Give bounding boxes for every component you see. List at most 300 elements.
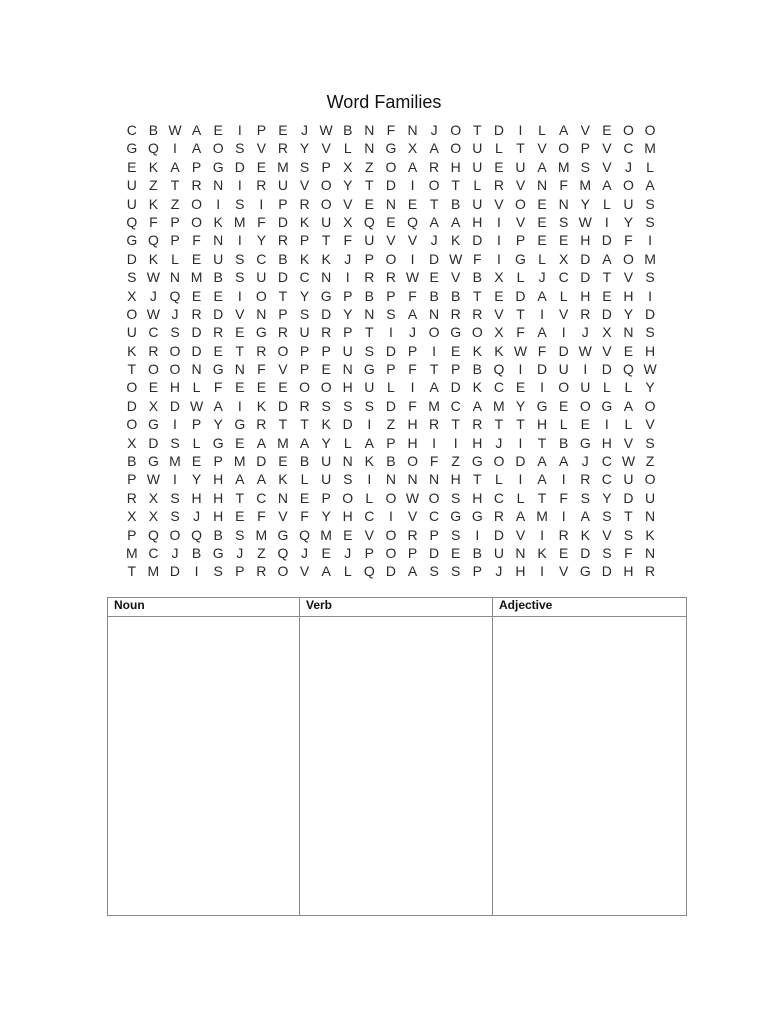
grid-letter[interactable]: Y [645,379,655,396]
grid-letter[interactable]: H [407,434,418,451]
grid-letter[interactable]: K [537,544,547,561]
grid-letter[interactable]: M [428,397,440,414]
grid-letter[interactable]: U [472,158,483,175]
grid-letter[interactable]: R [493,508,504,525]
grid-letter[interactable]: D [277,269,289,286]
grid-letter[interactable]: Z [170,195,180,212]
grid-letter[interactable]: K [451,232,461,249]
grid-letter[interactable]: J [409,324,417,341]
grid-letter[interactable]: D [126,397,137,414]
grid-letter[interactable]: T [473,122,482,138]
grid-letter[interactable]: C [450,397,461,414]
grid-letter[interactable]: H [601,434,612,451]
grid-letter[interactable]: N [429,305,440,322]
grid-letter[interactable]: M [536,508,548,525]
grid-letter[interactable]: T [537,434,547,451]
grid-letter[interactable]: P [321,489,331,506]
grid-letter[interactable]: D [342,416,353,433]
grid-letter[interactable]: T [473,471,482,488]
grid-letter[interactable]: N [342,453,353,470]
grid-letter[interactable]: W [405,489,420,506]
grid-letter[interactable]: F [624,232,633,249]
grid-letter[interactable]: Y [256,232,267,249]
grid-letter[interactable]: E [256,158,267,175]
grid-letter[interactable]: S [235,250,245,267]
grid-letter[interactable]: P [364,544,374,561]
grid-letter[interactable]: V [299,563,310,580]
grid-letter[interactable]: R [299,195,310,212]
grid-letter[interactable]: D [277,213,289,230]
grid-letter[interactable]: G [515,250,526,267]
grid-letter[interactable]: K [256,397,267,414]
grid-letter[interactable]: K [321,416,331,433]
grid-letter[interactable]: P [515,232,526,249]
grid-letter[interactable]: S [170,324,180,341]
grid-letter[interactable]: V [278,361,288,378]
grid-letter[interactable]: U [321,213,332,230]
grid-letter[interactable]: B [559,434,569,451]
grid-letter[interactable]: I [173,416,177,433]
grid-letter[interactable]: I [194,563,199,580]
grid-letter[interactable]: D [580,544,591,561]
grid-letter[interactable]: U [623,195,634,212]
grid-letter[interactable]: L [602,195,611,212]
grid-letter[interactable]: T [429,195,439,212]
grid-letter[interactable]: B [472,544,482,561]
grid-letter[interactable]: S [235,140,245,157]
grid-letter[interactable]: C [558,269,569,286]
grid-letter[interactable]: O [515,195,526,212]
grid-letter[interactable]: Y [299,140,310,157]
grid-letter[interactable]: Y [623,213,634,230]
grid-letter[interactable]: P [127,471,137,488]
grid-letter[interactable]: D [493,122,504,138]
grid-letter[interactable]: W [621,453,636,470]
grid-letter[interactable]: D [515,287,526,304]
grid-letter[interactable]: S [364,342,374,359]
grid-letter[interactable]: M [320,526,332,543]
grid-letter[interactable]: J [581,453,589,470]
grid-letter[interactable]: R [364,269,375,286]
grid-letter[interactable]: O [471,324,483,341]
grid-letter[interactable]: L [473,177,482,194]
grid-letter[interactable]: D [385,177,396,194]
grid-letter[interactable]: P [170,232,180,249]
grid-letter[interactable]: K [299,250,310,267]
grid-letter[interactable]: T [494,416,504,433]
grid-letter[interactable]: H [342,379,353,396]
grid-letter[interactable]: I [410,177,415,194]
grid-letter[interactable]: I [540,563,545,580]
grid-letter[interactable]: U [126,195,137,212]
grid-letter[interactable]: S [451,563,461,580]
grid-letter[interactable]: D [256,453,267,470]
grid-letter[interactable]: Q [363,213,375,230]
grid-letter[interactable]: A [429,379,439,396]
grid-letter[interactable]: D [213,305,224,322]
noun-answer-cell[interactable] [108,617,300,916]
grid-letter[interactable]: L [343,140,352,157]
grid-letter[interactable]: Q [147,232,159,249]
grid-letter[interactable]: K [472,342,482,359]
grid-letter[interactable]: G [363,361,375,378]
grid-letter[interactable]: S [645,195,655,212]
grid-letter[interactable]: K [645,526,655,543]
grid-letter[interactable]: E [321,361,331,378]
grid-letter[interactable]: I [518,471,523,488]
grid-letter[interactable]: E [213,122,223,138]
grid-letter[interactable]: Q [147,140,159,157]
grid-letter[interactable]: O [428,324,440,341]
grid-letter[interactable]: N [515,544,526,561]
grid-letter[interactable]: E [451,342,461,359]
grid-letter[interactable]: A [407,305,418,322]
grid-letter[interactable]: J [624,158,632,175]
grid-letter[interactable]: V [602,140,612,157]
grid-letter[interactable]: J [236,544,244,561]
grid-letter[interactable]: O [212,140,224,157]
grid-letter[interactable]: X [494,324,504,341]
grid-letter[interactable]: U [472,195,483,212]
grid-letter[interactable]: A [537,158,547,175]
grid-letter[interactable]: W [168,122,182,138]
grid-letter[interactable]: S [602,544,612,561]
grid-letter[interactable]: I [518,361,523,378]
grid-letter[interactable]: U [277,177,289,194]
grid-letter[interactable]: E [148,379,159,396]
grid-letter[interactable]: T [321,232,331,249]
grid-letter[interactable]: I [410,379,415,396]
grid-letter[interactable]: X [148,508,159,525]
grid-letter[interactable]: J [495,434,503,451]
grid-letter[interactable]: E [278,379,288,396]
grid-letter[interactable]: T [170,177,180,194]
grid-letter[interactable]: P [321,158,331,175]
grid-letter[interactable]: Y [321,508,331,525]
grid-letter[interactable]: G [212,544,224,561]
grid-letter[interactable]: C [148,324,159,341]
grid-letter[interactable]: M [190,269,203,286]
grid-letter[interactable]: O [428,489,440,506]
grid-letter[interactable]: G [601,397,613,414]
grid-letter[interactable]: F [473,250,482,267]
grid-letter[interactable]: I [648,232,652,249]
grid-letter[interactable]: H [623,287,634,304]
grid-letter[interactable]: T [624,508,633,525]
grid-letter[interactable]: S [235,526,245,543]
grid-letter[interactable]: I [561,324,566,341]
grid-letter[interactable]: H [580,232,591,249]
grid-letter[interactable]: Y [602,489,612,506]
grid-letter[interactable]: M [557,158,570,175]
grid-letter[interactable]: W [449,250,463,267]
grid-letter[interactable]: G [126,232,138,249]
grid-letter[interactable]: W [146,269,160,286]
grid-letter[interactable]: P [299,232,310,249]
grid-letter[interactable]: O [299,379,310,396]
grid-letter[interactable]: E [602,122,612,138]
grid-letter[interactable]: L [343,563,352,580]
grid-letter[interactable]: C [493,489,504,506]
grid-letter[interactable]: S [623,526,634,543]
grid-letter[interactable]: B [364,287,374,304]
grid-letter[interactable]: Y [213,416,223,433]
grid-letter[interactable]: Q [169,287,181,304]
grid-letter[interactable]: D [601,232,612,249]
grid-letter[interactable]: V [602,526,612,543]
grid-letter[interactable]: L [192,434,201,451]
grid-letter[interactable]: O [644,397,656,414]
grid-letter[interactable]: I [345,269,350,286]
grid-letter[interactable]: U [472,140,483,157]
grid-letter[interactable]: S [429,563,439,580]
grid-letter[interactable]: D [385,342,396,359]
grid-letter[interactable]: I [518,122,523,138]
grid-letter[interactable]: A [364,434,374,451]
grid-letter[interactable]: K [127,342,137,359]
grid-letter[interactable]: M [233,453,246,470]
grid-letter[interactable]: T [127,361,137,378]
grid-letter[interactable]: X [602,324,612,341]
grid-letter[interactable]: N [407,471,418,488]
grid-letter[interactable]: I [259,195,264,212]
grid-letter[interactable]: J [171,305,179,322]
grid-letter[interactable]: I [540,526,545,543]
grid-letter[interactable]: A [537,287,547,304]
grid-letter[interactable]: V [623,269,634,286]
grid-letter[interactable]: K [472,379,482,396]
grid-letter[interactable]: N [407,122,418,138]
grid-letter[interactable]: L [516,269,525,286]
grid-letter[interactable]: A [256,434,267,451]
grid-letter[interactable]: O [623,250,634,267]
grid-letter[interactable]: O [191,195,203,212]
grid-letter[interactable]: P [386,361,396,378]
grid-letter[interactable]: S [645,213,655,230]
grid-letter[interactable]: L [538,122,546,138]
grid-letter[interactable]: Q [191,526,203,543]
grid-letter[interactable]: F [559,177,568,194]
grid-letter[interactable]: E [559,397,569,414]
grid-letter[interactable]: G [320,287,332,304]
grid-letter[interactable]: H [472,434,483,451]
grid-letter[interactable]: E [537,195,547,212]
grid-letter[interactable]: I [237,122,242,138]
grid-letter[interactable]: S [127,269,137,286]
grid-letter[interactable]: D [191,342,202,359]
grid-letter[interactable]: S [213,563,223,580]
grid-letter[interactable]: K [580,526,590,543]
grid-letter[interactable]: A [213,397,223,414]
grid-letter[interactable]: G [212,361,224,378]
grid-letter[interactable]: U [644,489,656,506]
grid-letter[interactable]: V [515,213,526,230]
grid-letter[interactable]: E [559,232,569,249]
grid-letter[interactable]: N [342,361,353,378]
grid-letter[interactable]: U [321,453,332,470]
grid-letter[interactable]: O [320,379,332,396]
grid-letter[interactable]: P [213,453,223,470]
grid-letter[interactable]: N [213,177,224,194]
grid-letter[interactable]: P [191,416,202,433]
grid-letter[interactable]: U [213,250,224,267]
grid-letter[interactable]: E [191,287,202,304]
grid-letter[interactable]: Z [645,453,655,470]
grid-letter[interactable]: K [321,250,331,267]
grid-letter[interactable]: E [127,158,137,175]
grid-letter[interactable]: I [475,526,480,543]
grid-letter[interactable]: X [494,269,504,286]
grid-letter[interactable]: O [428,177,440,194]
grid-letter[interactable]: S [386,305,396,322]
grid-letter[interactable]: E [364,195,374,212]
grid-letter[interactable]: M [255,526,268,543]
grid-letter[interactable]: E [494,287,504,304]
grid-letter[interactable]: I [367,471,372,488]
grid-letter[interactable]: M [644,250,656,267]
grid-letter[interactable]: V [407,232,418,249]
grid-letter[interactable]: R [580,471,591,488]
grid-letter[interactable]: C [148,544,159,561]
grid-letter[interactable]: R [299,397,310,414]
grid-letter[interactable]: O [493,453,505,470]
grid-letter[interactable]: K [148,250,159,267]
grid-letter[interactable]: U [299,324,310,341]
grid-letter[interactable]: T [451,416,460,433]
grid-letter[interactable]: O [579,397,591,414]
grid-letter[interactable]: O [385,250,397,267]
grid-letter[interactable]: Y [515,397,526,414]
grid-letter[interactable]: U [558,361,569,378]
grid-letter[interactable]: D [580,269,591,286]
grid-letter[interactable]: F [624,544,633,561]
grid-letter[interactable]: H [407,416,418,433]
grid-letter[interactable]: S [451,489,461,506]
grid-letter[interactable]: R [191,305,202,322]
grid-letter[interactable]: H [213,508,224,525]
grid-letter[interactable]: Q [126,213,138,230]
grid-letter[interactable]: S [645,269,655,286]
grid-letter[interactable]: D [191,324,202,341]
grid-letter[interactable]: V [299,177,310,194]
grid-letter[interactable]: X [127,434,137,451]
grid-letter[interactable]: I [583,361,588,378]
grid-letter[interactable]: I [540,305,545,322]
grid-letter[interactable]: G [212,434,224,451]
grid-letter[interactable]: E [256,379,267,396]
grid-letter[interactable]: F [213,379,223,396]
grid-letter[interactable]: T [127,563,137,580]
grid-letter[interactable]: F [559,489,568,506]
grid-letter[interactable]: L [602,379,611,396]
grid-letter[interactable]: K [494,342,504,359]
grid-letter[interactable]: J [301,122,309,138]
grid-letter[interactable]: W [643,361,657,378]
grid-letter[interactable]: A [515,508,526,525]
grid-letter[interactable]: E [537,213,547,230]
grid-letter[interactable]: T [235,489,245,506]
grid-letter[interactable]: E [321,544,331,561]
grid-letter[interactable]: F [537,342,547,359]
grid-letter[interactable]: D [169,397,181,414]
grid-letter[interactable]: N [385,195,396,212]
grid-letter[interactable]: O [644,122,656,138]
grid-letter[interactable]: I [216,195,221,212]
grid-letter[interactable]: N [385,471,396,488]
grid-letter[interactable]: G [212,158,224,175]
grid-letter[interactable]: O [385,158,397,175]
grid-letter[interactable]: B [472,269,482,286]
grid-letter[interactable]: N [191,361,202,378]
grid-letter[interactable]: L [387,379,395,396]
grid-letter[interactable]: O [169,361,181,378]
grid-letter[interactable]: B [451,287,461,304]
grid-letter[interactable]: A [235,471,245,488]
grid-letter[interactable]: D [277,397,289,414]
grid-letter[interactable]: P [343,287,353,304]
grid-letter[interactable]: M [277,158,289,175]
grid-letter[interactable]: G [277,526,289,543]
grid-letter[interactable]: O [407,453,418,470]
grid-letter[interactable]: Q [623,361,634,378]
grid-letter[interactable]: B [343,122,353,138]
grid-letter[interactable]: F [343,232,353,249]
grid-letter[interactable]: W [319,122,333,138]
grid-letter[interactable]: S [580,489,590,506]
grid-letter[interactable]: T [537,489,547,506]
grid-letter[interactable]: D [429,250,440,267]
grid-letter[interactable]: V [407,508,418,525]
grid-letter[interactable]: J [430,232,438,249]
grid-letter[interactable]: S [559,213,569,230]
grid-letter[interactable]: J [344,250,352,267]
grid-letter[interactable]: X [343,213,353,230]
grid-letter[interactable]: M [644,140,656,157]
grid-letter[interactable]: T [451,177,460,194]
grid-letter[interactable]: P [343,324,353,341]
grid-letter[interactable]: B [472,361,482,378]
grid-letter[interactable]: C [623,140,634,157]
grid-letter[interactable]: O [450,122,462,138]
grid-letter[interactable]: J [171,544,179,561]
grid-letter[interactable]: E [299,489,310,506]
grid-letter[interactable]: C [256,250,267,267]
grid-letter[interactable]: R [277,232,289,249]
grid-letter[interactable]: Q [493,361,505,378]
grid-letter[interactable]: Q [363,563,375,580]
grid-letter[interactable]: O [277,563,289,580]
grid-letter[interactable]: N [623,324,634,341]
grid-letter[interactable]: U [126,324,137,341]
grid-letter[interactable]: E [213,342,223,359]
grid-letter[interactable]: V [645,416,655,433]
grid-letter[interactable]: H [213,471,224,488]
grid-letter[interactable]: U [515,158,526,175]
grid-letter[interactable]: S [170,489,180,506]
grid-letter[interactable]: G [579,434,591,451]
grid-letter[interactable]: R [472,305,483,322]
grid-letter[interactable]: D [537,361,548,378]
grid-letter[interactable]: A [537,453,547,470]
adjective-answer-cell[interactable] [493,617,687,916]
grid-letter[interactable]: I [518,434,523,451]
grid-letter[interactable]: M [169,453,181,470]
grid-letter[interactable]: E [386,213,396,230]
grid-letter[interactable]: R [429,416,440,433]
grid-letter[interactable]: D [515,453,526,470]
grid-letter[interactable]: A [451,213,461,230]
grid-letter[interactable]: X [148,489,159,506]
